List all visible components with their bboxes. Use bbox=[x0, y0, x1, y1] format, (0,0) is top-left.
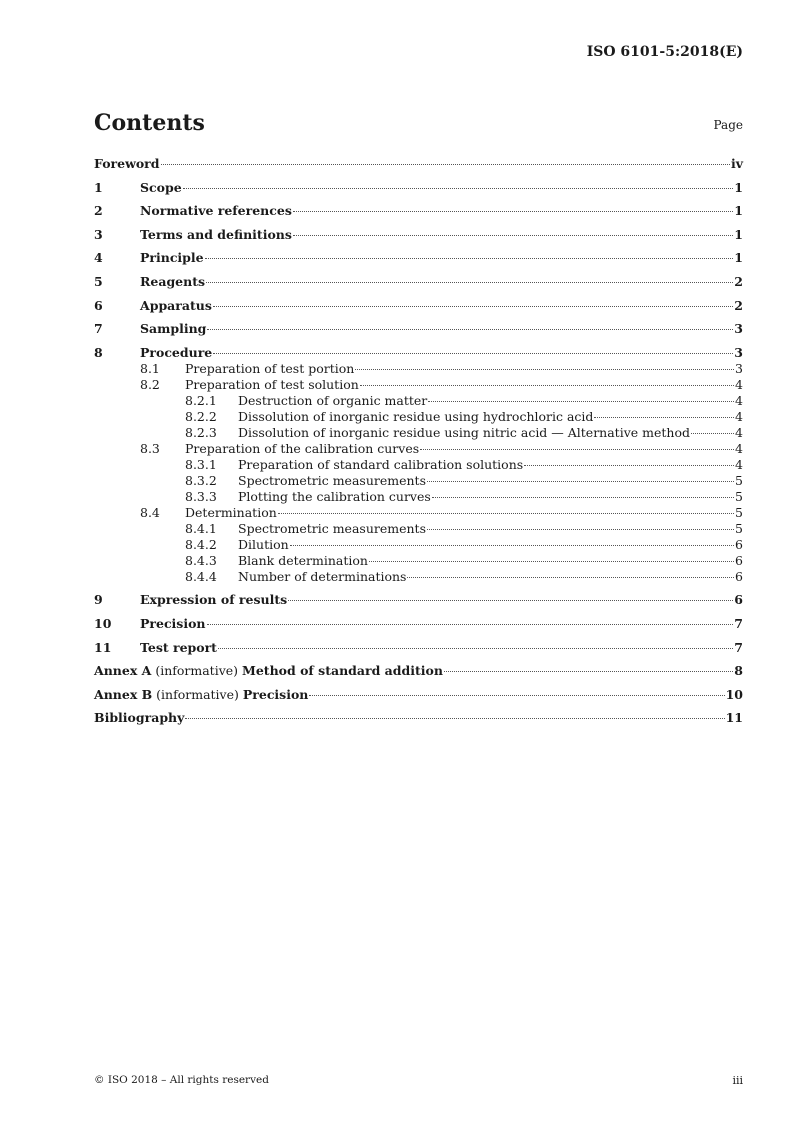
toc-entry-page: 4 bbox=[735, 376, 743, 392]
toc-entry-number: 8.2.1 bbox=[185, 392, 217, 408]
toc-annex-title: Method of standard addition bbox=[242, 663, 443, 679]
toc-entry-number: 8.3.3 bbox=[185, 488, 217, 504]
toc-entry-number: 8.3.2 bbox=[185, 472, 217, 488]
toc-entry-page: 3 bbox=[735, 360, 743, 376]
toc-entry-title: Test report bbox=[140, 639, 217, 655]
toc-entry-number: 1 bbox=[94, 179, 103, 195]
toc-dot-leader bbox=[288, 600, 733, 601]
toc-entry-title bbox=[94, 662, 443, 679]
toc-entry-page: 5 bbox=[735, 520, 743, 536]
toc-entry-page: 4 bbox=[735, 424, 743, 440]
toc-entry-page: 10 bbox=[725, 686, 743, 702]
toc-dot-leader bbox=[293, 211, 733, 212]
toc-entry-page: 3 bbox=[734, 344, 743, 360]
toc-dot-leader bbox=[218, 648, 733, 649]
toc-entry[interactable] bbox=[94, 639, 743, 656]
toc-entry[interactable] bbox=[94, 569, 743, 585]
toc-dot-leader bbox=[293, 235, 733, 236]
toc-entry[interactable] bbox=[94, 489, 743, 505]
toc-entry-number: 7 bbox=[94, 321, 103, 337]
toc-entry-title: Preparation of the calibration curves bbox=[185, 440, 420, 456]
toc-entry[interactable] bbox=[94, 425, 743, 441]
toc-entry-page: 11 bbox=[725, 710, 743, 726]
toc-entry-title: Dilution bbox=[238, 536, 289, 552]
toc-entry-page: 4 bbox=[735, 440, 743, 456]
toc-entry-title: Number of determinations bbox=[238, 568, 407, 584]
toc-entry-number: 10 bbox=[94, 615, 112, 631]
toc-entry-number: 9 bbox=[94, 592, 103, 608]
table-of-contents bbox=[94, 155, 743, 726]
toc-entry-page: 4 bbox=[735, 408, 743, 424]
toc-entry-number: 8.3.1 bbox=[185, 456, 217, 472]
toc-entry-page: 8 bbox=[734, 663, 743, 679]
toc-entry-page: 2 bbox=[734, 273, 743, 289]
toc-entry[interactable] bbox=[94, 409, 743, 425]
toc-entry-page: iv bbox=[730, 156, 743, 171]
toc-entry-title: Dissolution of inorganic residue using hydrochloric acid bbox=[238, 408, 594, 424]
toc-entry[interactable] bbox=[94, 709, 743, 726]
toc-entry-title: Foreword bbox=[94, 156, 160, 171]
toc-entry[interactable] bbox=[94, 615, 743, 632]
toc-annex-label: Annex A bbox=[94, 663, 152, 679]
toc-entry-title: Bibliography bbox=[94, 710, 185, 726]
toc-entry[interactable] bbox=[94, 273, 743, 290]
toc-entry[interactable] bbox=[94, 591, 743, 608]
toc-entry[interactable] bbox=[94, 202, 743, 219]
toc-entry-number: 8.4.3 bbox=[185, 552, 217, 568]
toc-dot-leader bbox=[205, 258, 734, 259]
footer-copyright: © ISO 2018 – All rights reserved bbox=[94, 1074, 269, 1086]
toc-entry-page: 3 bbox=[734, 321, 743, 337]
toc-entry[interactable] bbox=[94, 179, 743, 196]
toc-entry-title: Preparation of test solution bbox=[185, 376, 359, 392]
toc-dot-leader bbox=[183, 188, 734, 189]
toc-entry[interactable] bbox=[94, 320, 743, 337]
toc-entry-title: Terms and definitions bbox=[140, 226, 292, 242]
toc-entry[interactable] bbox=[94, 553, 743, 569]
toc-entry-number: 8.4.4 bbox=[185, 568, 217, 584]
toc-entry-page: 7 bbox=[734, 615, 743, 631]
toc-entry-number: 11 bbox=[94, 639, 112, 655]
document-code: ISO 6101-5:2018(E) bbox=[586, 44, 743, 60]
toc-entry-title: Principle bbox=[140, 250, 204, 266]
toc-entry[interactable] bbox=[94, 361, 743, 377]
toc-entry[interactable] bbox=[94, 537, 743, 553]
toc-entry-title: Scope bbox=[140, 179, 182, 195]
toc-entry[interactable] bbox=[94, 297, 743, 314]
toc-dot-leader bbox=[407, 577, 734, 578]
footer-page-number: iii bbox=[732, 1074, 743, 1087]
toc-dot-leader bbox=[420, 449, 734, 450]
toc-entry-title: Procedure bbox=[140, 344, 213, 360]
toc-entry-title bbox=[94, 686, 308, 703]
toc-entry-page: 1 bbox=[734, 203, 743, 219]
toc-entry-page: 2 bbox=[734, 297, 743, 313]
toc-entry[interactable] bbox=[94, 686, 743, 703]
toc-entry-page: 6 bbox=[735, 568, 743, 584]
toc-entry-title: Determination bbox=[185, 504, 277, 520]
toc-entry-number: 4 bbox=[94, 250, 103, 266]
toc-entry-title: Sampling bbox=[140, 321, 207, 337]
contents-title: Contents bbox=[94, 110, 205, 136]
toc-dot-leader bbox=[213, 353, 733, 354]
toc-entry-number: 3 bbox=[94, 226, 103, 242]
toc-entry-title: Blank determination bbox=[238, 552, 368, 568]
toc-entry-title: Spectrometric measurements bbox=[238, 520, 426, 536]
toc-entry-number: 8.2.2 bbox=[185, 408, 217, 424]
toc-entry-number: 8.4.1 bbox=[185, 520, 217, 536]
toc-entry-number: 8.2 bbox=[140, 376, 160, 392]
toc-entry-number: 8.2.3 bbox=[185, 424, 217, 440]
toc-dot-leader bbox=[278, 513, 734, 514]
toc-entry-number: 6 bbox=[94, 297, 103, 313]
toc-entry[interactable] bbox=[94, 521, 743, 537]
toc-entry[interactable] bbox=[94, 393, 743, 409]
toc-entry-page: 1 bbox=[734, 179, 743, 195]
page-column-label: Page bbox=[713, 118, 743, 132]
toc-dot-leader bbox=[427, 481, 734, 482]
toc-entry-page: 6 bbox=[734, 592, 743, 608]
toc-entry-title: Dissolution of inorganic residue using nitric acid — Alternative method bbox=[238, 424, 690, 440]
toc-entry-page: 5 bbox=[735, 472, 743, 488]
toc-dot-leader bbox=[290, 545, 734, 546]
toc-dot-leader bbox=[213, 306, 733, 307]
toc-entry-number: 8.4.2 bbox=[185, 536, 217, 552]
toc-annex-note: (informative) bbox=[152, 686, 243, 702]
toc-dot-leader bbox=[360, 385, 734, 386]
toc-entry[interactable] bbox=[94, 249, 743, 266]
toc-entry-title: Destruction of organic matter bbox=[238, 392, 428, 408]
toc-entry[interactable] bbox=[94, 226, 743, 243]
toc-entry[interactable] bbox=[94, 344, 743, 361]
toc-dot-leader bbox=[369, 561, 734, 562]
toc-entry-title: Apparatus bbox=[140, 297, 212, 313]
toc-dot-leader bbox=[524, 465, 734, 466]
toc-entry-page: 7 bbox=[734, 639, 743, 655]
toc-dot-leader bbox=[594, 417, 734, 418]
toc-entry-title: Preparation of standard calibration solutions bbox=[238, 456, 524, 472]
toc-dot-leader bbox=[428, 401, 734, 402]
toc-dot-leader bbox=[185, 718, 724, 719]
toc-entry-title: Plotting the calibration curves bbox=[238, 488, 431, 504]
toc-dot-leader bbox=[206, 282, 733, 283]
toc-entry-title: Preparation of test portion bbox=[185, 360, 355, 376]
toc-entry[interactable] bbox=[94, 662, 743, 679]
toc-entry-page: 4 bbox=[735, 456, 743, 472]
toc-entry-number: 8.4 bbox=[140, 504, 160, 520]
toc-entry-page: 1 bbox=[734, 250, 743, 266]
toc-dot-leader bbox=[207, 329, 733, 330]
toc-entry-number: 2 bbox=[94, 203, 103, 219]
toc-entry[interactable] bbox=[94, 505, 743, 521]
toc-entry-number: 8.1 bbox=[140, 360, 160, 376]
toc-entry[interactable] bbox=[94, 377, 743, 393]
toc-entry-page: 4 bbox=[735, 392, 743, 408]
toc-entry-number: 8.3 bbox=[140, 440, 160, 456]
toc-dot-leader bbox=[355, 369, 734, 370]
toc-entry[interactable] bbox=[94, 473, 743, 489]
toc-dot-leader bbox=[427, 529, 734, 530]
toc-dot-leader bbox=[444, 671, 733, 672]
toc-dot-leader bbox=[432, 497, 734, 498]
toc-entry-page: 6 bbox=[735, 536, 743, 552]
toc-entry-title: Expression of results bbox=[140, 592, 288, 608]
toc-entry-page: 6 bbox=[735, 552, 743, 568]
toc-entry[interactable] bbox=[94, 441, 743, 457]
toc-entry[interactable] bbox=[94, 155, 743, 172]
toc-entry-title: Normative references bbox=[140, 203, 292, 219]
toc-entry-number: 5 bbox=[94, 273, 103, 289]
toc-entry-page: 5 bbox=[735, 488, 743, 504]
toc-dot-leader bbox=[207, 624, 734, 625]
toc-annex-note: (informative) bbox=[151, 663, 243, 679]
toc-annex-label: Annex B bbox=[94, 686, 153, 702]
toc-entry-number: 8 bbox=[94, 344, 103, 360]
toc-dot-leader bbox=[161, 164, 730, 165]
toc-dot-leader bbox=[309, 695, 724, 696]
toc-entry-title: Spectrometric measurements bbox=[238, 472, 426, 488]
toc-entry-title: Precision bbox=[140, 615, 206, 631]
toc-entry[interactable] bbox=[94, 457, 743, 473]
toc-entry-page: 5 bbox=[735, 504, 743, 520]
toc-annex-title: Precision bbox=[242, 686, 309, 702]
toc-entry-page: 1 bbox=[734, 226, 743, 242]
toc-dot-leader bbox=[691, 433, 734, 434]
toc-entry-title: Reagents bbox=[140, 273, 206, 289]
